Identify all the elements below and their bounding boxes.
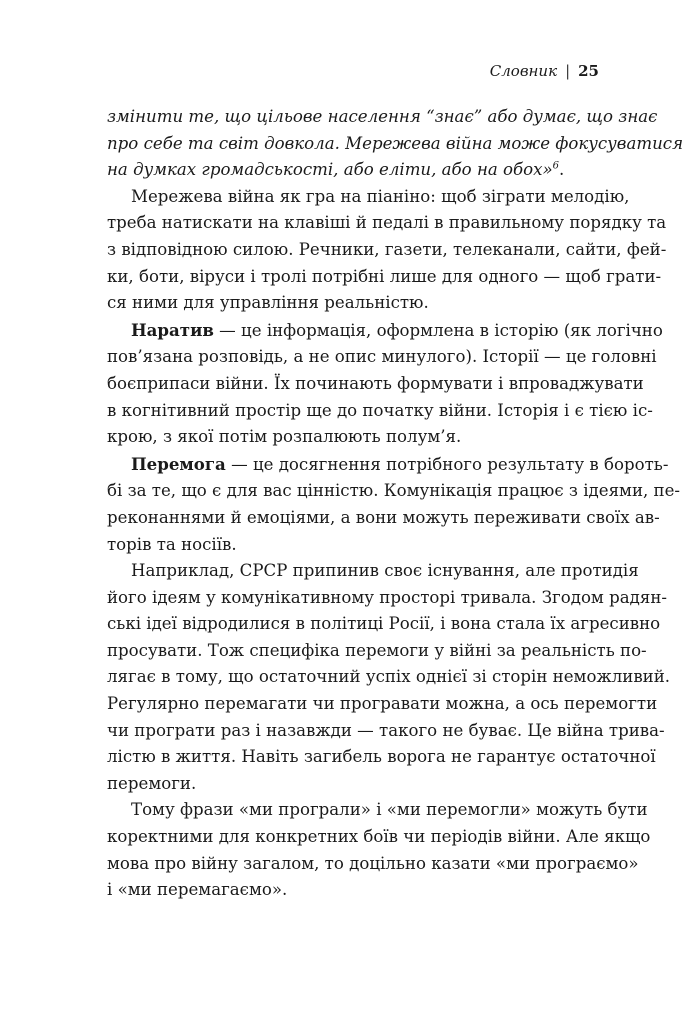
text-line: ки, боти, віруси і тролі потрібні лише для одного — щоб грати- bbox=[107, 266, 662, 286]
text-line: ся ними для управління реальністю. bbox=[107, 293, 429, 313]
text-line: бі за те, що є для вас цінністю. Комунікація працює з ідеями, пе- bbox=[107, 481, 681, 501]
text-line: пов’язана розповідь, а не опис минулого). Історії — це головні bbox=[107, 347, 657, 367]
text-line: торів та носіїв. bbox=[107, 534, 237, 554]
running-header bbox=[490, 62, 599, 80]
text-line: про себе та світ довкола. Мережева війна може фокусуватися bbox=[107, 133, 683, 153]
footnote-marker: 6 bbox=[552, 160, 560, 172]
paragraph-phrases bbox=[107, 797, 651, 903]
text-line: Наприклад, СРСР припинив своє існування, але протидія bbox=[131, 561, 639, 581]
text-line-content: — це інформація, оформлена в історію (як логічно bbox=[213, 320, 663, 340]
page-number: 25 bbox=[578, 62, 599, 80]
definition-term: Перемога bbox=[131, 453, 226, 474]
text-line: Регулярно перемагати чи програвати можна, а ось перемогти bbox=[107, 694, 658, 714]
text-line bbox=[107, 451, 669, 479]
text-line: мова про війну загалом, то доцільно казати «ми програємо» bbox=[107, 853, 639, 873]
text-line: змінити те, що цільове населення “знає” або думає, що знає bbox=[107, 107, 658, 126]
text-line: його ідеям у комунікативному просторі тривала. Згодом радян- bbox=[107, 587, 667, 607]
definition-narrative bbox=[107, 317, 663, 451]
text-line-content: — це досягнення потрібного результату в бороть- bbox=[225, 454, 669, 474]
header-separator: | bbox=[565, 62, 571, 80]
text-line: з відповідною силою. Речники, газети, телеканали, сайти, фей- bbox=[107, 239, 667, 259]
text-line: лістю в життя. Навіть загибель ворога не гарантує остаточної bbox=[107, 747, 656, 767]
text-line bbox=[107, 317, 663, 345]
page-body bbox=[107, 104, 683, 904]
text-line: в когнітивний простір ще до початку війни. Історія і є тією іс- bbox=[107, 400, 653, 420]
text-line: боєприпаси війни. Їх починають формувати і впроваджувати bbox=[107, 373, 644, 393]
text-line: і «ми перемагаємо». bbox=[107, 880, 288, 900]
chapter-title: Словник bbox=[489, 62, 558, 80]
paragraph-network-war bbox=[107, 184, 667, 317]
text-line: перемоги. bbox=[107, 773, 197, 793]
definition-victory bbox=[107, 451, 681, 558]
text-line: Мережева війна як гра на піаніно: щоб зіграти мелодію, bbox=[131, 186, 630, 206]
definition-term: Наратив bbox=[131, 319, 214, 340]
text-line: ські ідеї відродилися в політиці Росії, і вона стала їх агресивно bbox=[107, 614, 661, 634]
text-line: крою, з якої потім розпалюють полум’я. bbox=[107, 427, 462, 447]
text-line: коректними для конкретних боїв чи періодів війни. Але якщо bbox=[107, 827, 651, 847]
text-line: треба натискати на клавіші й педалі в правильному порядку та bbox=[107, 213, 667, 233]
text-line: Тому фрази «ми програли» і «ми перемогли» можуть бути bbox=[131, 800, 648, 820]
text-line: лягає в тому, що остаточний успіх однієї зі сторін неможливий. bbox=[107, 667, 671, 687]
text-line bbox=[107, 157, 604, 184]
text-line: реконаннями й емоціями, а вони можуть переживати своїх ав- bbox=[107, 507, 660, 527]
paragraph-ussr-example bbox=[107, 558, 671, 797]
period: . bbox=[559, 160, 565, 180]
text-line: чи програти раз і назавжди — такого не буває. Це війна трива- bbox=[107, 720, 665, 740]
text-line-content: на думках громадськості, або еліти, або на обох» bbox=[107, 160, 553, 180]
paragraph-quote-continuation bbox=[107, 104, 683, 184]
text-line: просувати. Тож специфіка перемоги у війні за реальність по- bbox=[107, 640, 647, 660]
